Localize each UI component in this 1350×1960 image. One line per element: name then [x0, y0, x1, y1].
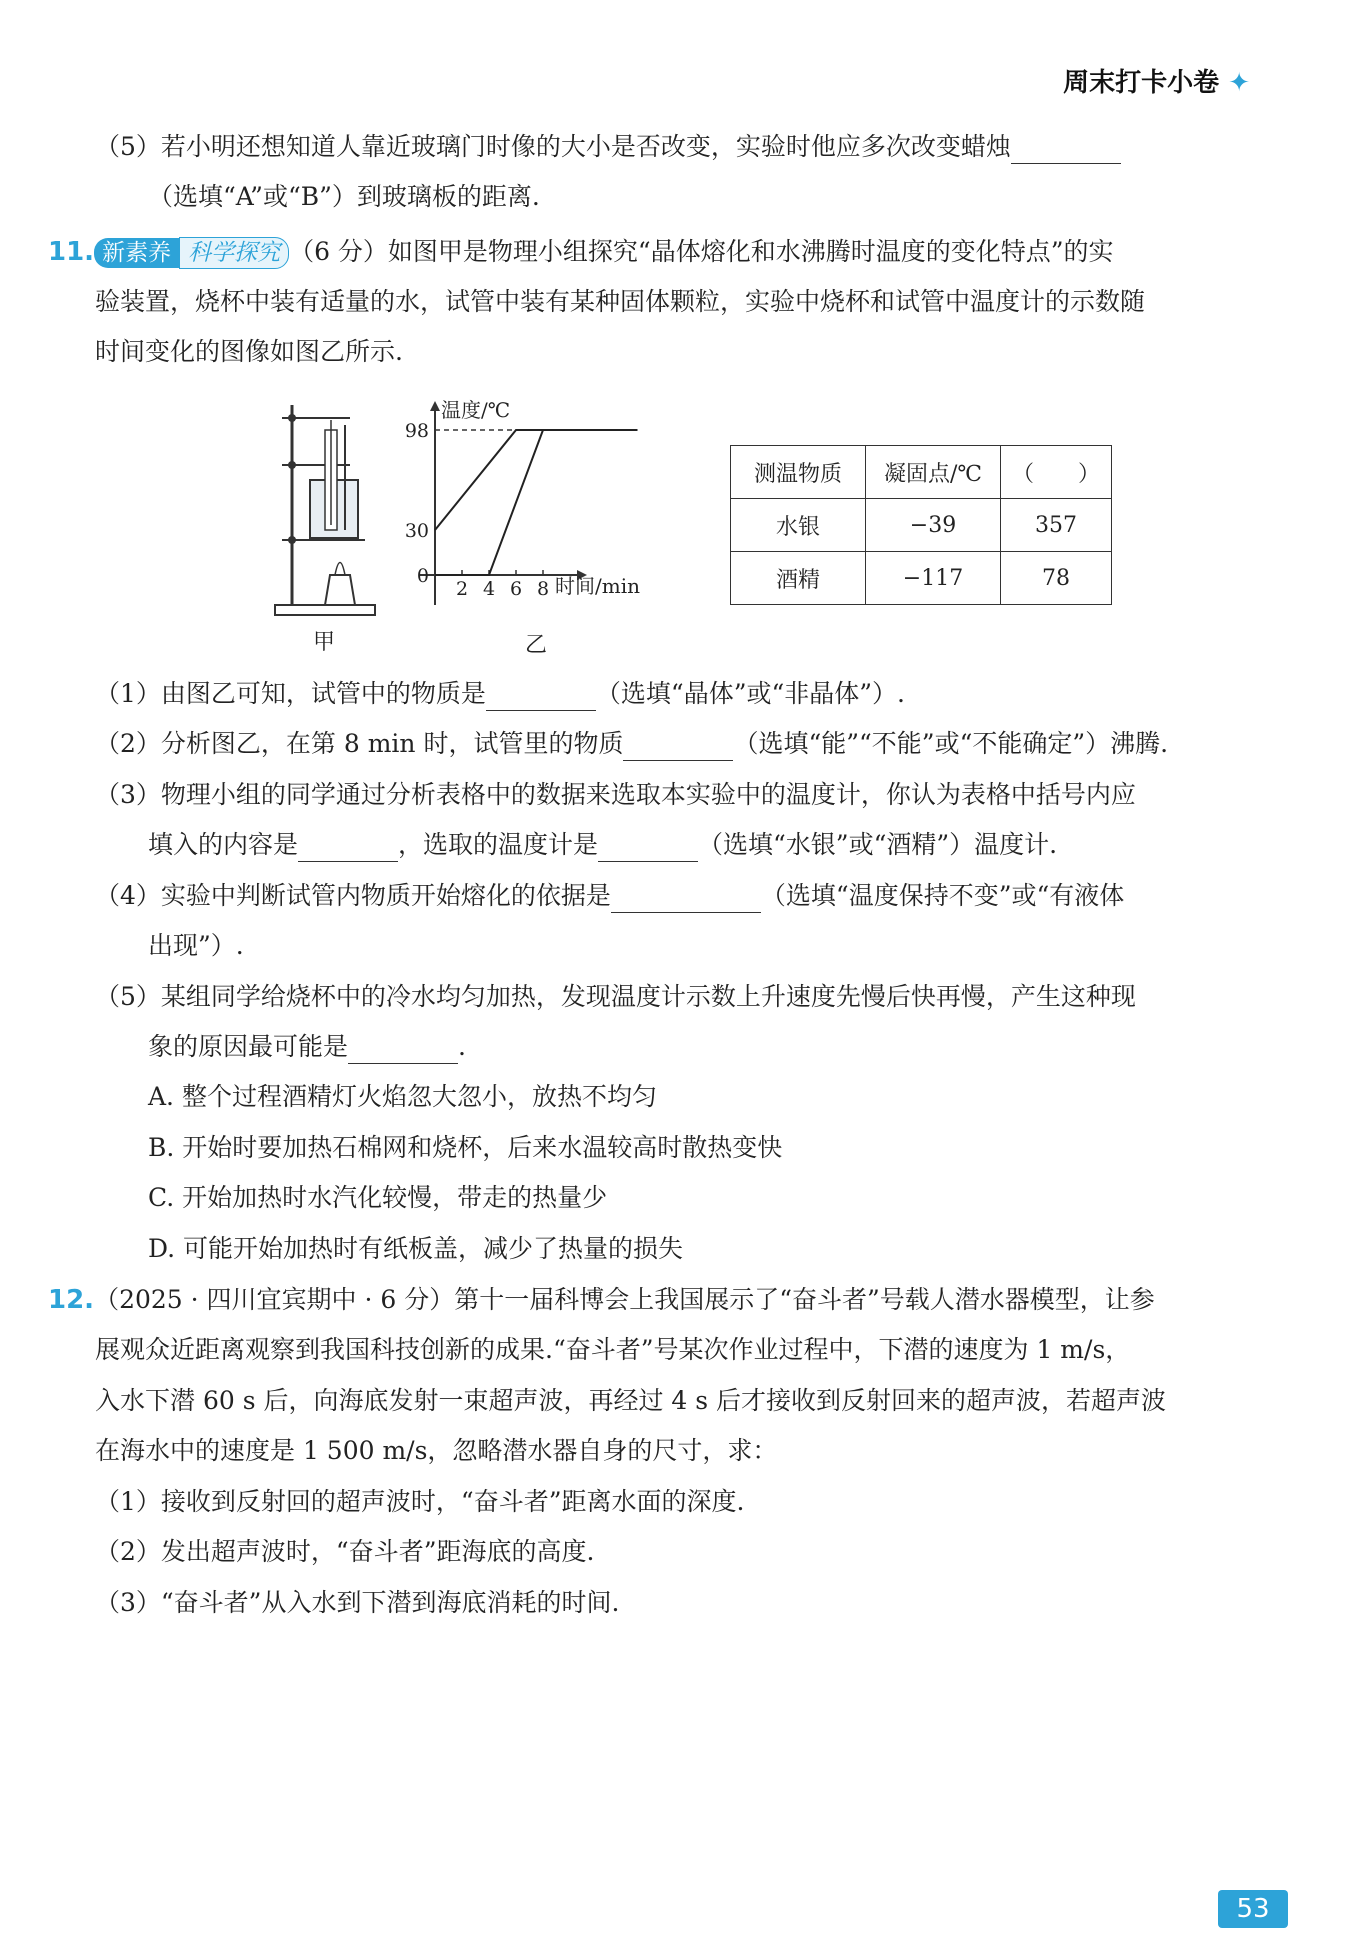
q11-p2: （2）分析图乙，在第 8 min 时，试管里的物质 （选填“能”“不能”或“不能确定”）沸腾.: [95, 727, 1168, 761]
y-axis-label: 温度/℃: [441, 398, 511, 422]
figure-caption-jia: 甲: [313, 630, 336, 655]
x-axis-label: 时间/min: [555, 574, 640, 598]
figure-caption-yi: 乙: [525, 633, 548, 658]
q11-p5-line1: （5）某组同学给烧杯中的冷水均匀加热，发现温度计示数上升速度先慢后快再慢，产生这种现: [95, 982, 1136, 1011]
answer-blank[interactable]: [348, 1037, 458, 1064]
q11-p5-line2: 象的原因最可能是 .: [148, 1030, 466, 1064]
x-tick-label: 4: [482, 578, 496, 600]
option-a[interactable]: A. 整个过程酒精灯火焰忽大忽小，放热不均匀: [148, 1082, 657, 1111]
answer-blank[interactable]: [298, 835, 398, 862]
series-line-substance: [435, 430, 638, 575]
answer-blank[interactable]: [598, 835, 698, 862]
table-header-cell: 测温物质: [731, 446, 866, 499]
option-d[interactable]: D. 可能开始加热时有纸板盖，减少了热量的损失: [148, 1234, 684, 1263]
table-cell: 357: [1001, 499, 1112, 552]
thermometer-table: [730, 445, 1112, 605]
table-row: [731, 499, 1112, 552]
q12-intro-line3: 入水下潜 60 s 后，向海底发射一束超声波，再经过 4 s 后才接收到反射回来的超声波，若超声波: [95, 1386, 1167, 1415]
q12-intro-line1: 12.（2025 · 四川宜宾期中 · 6 分）第十一届科博会上我国展示了“奋斗者”号载人潜水器模型，让参: [48, 1285, 1155, 1315]
q11-p1: （1）由图乙可知，试管中的物质是 （选填“晶体”或“非晶体”）.: [95, 677, 905, 711]
table-cell: 78: [1001, 552, 1112, 605]
answer-blank[interactable]: [486, 684, 596, 711]
q11-intro-line2: 验装置，烧杯中装有适量的水，试管中装有某种固体颗粒，实验中烧杯和试管中温度计的示数随: [95, 287, 1146, 316]
q12-intro-line2: 展观众近距离观察到我国科技创新的成果.“奋斗者”号某次作业过程中，下潜的速度为 1 m/s，: [95, 1335, 1131, 1364]
table-header-cell: （ ）: [1001, 446, 1112, 499]
table-cell: −39: [866, 499, 1001, 552]
sparkle-icon: ✦: [1228, 68, 1250, 98]
badge-new-literacy: 新素养: [94, 238, 179, 268]
answer-blank[interactable]: [623, 734, 733, 761]
answer-blank[interactable]: [1011, 137, 1121, 164]
q12-p3: （3）“奋斗者”从入水到下潜到海底消耗的时间.: [95, 1588, 620, 1617]
q11-p4-line2: 出现”）.: [148, 931, 244, 960]
page-number: 53: [1218, 1890, 1288, 1928]
x-tick-label: 2: [455, 578, 469, 600]
q11-intro-line1: 11. 新素养 科学探究 （6 分）如图甲是物理小组探究“晶体熔化和水沸腾时温度的变化特点”的实: [48, 237, 1114, 267]
answer-blank[interactable]: [611, 886, 761, 913]
apparatus-figure: [270, 400, 380, 620]
q12-p1: （1）接收到反射回的超声波时，“奋斗者”距离水面的深度.: [95, 1487, 745, 1516]
temperature-time-chart: [395, 395, 685, 620]
q11-intro-line3: 时间变化的图像如图乙所示.: [95, 337, 403, 366]
y-tick-label: 98: [404, 420, 429, 442]
q12-p2: （2）发出超声波时，“奋斗者”距海底的高度.: [95, 1537, 595, 1566]
question-number: 11.: [48, 237, 95, 267]
table-header-cell: 凝固点/℃: [866, 446, 1001, 499]
q11-p3-line2: 填入的内容是 ，选取的温度计是 （选填“水银”或“酒精”）温度计.: [148, 828, 1057, 862]
table-cell: −117: [866, 552, 1001, 605]
q10-p5-line1: （5）若小明还想知道人靠近玻璃门时像的大小是否改变，实验时他应多次改变蜡烛: [95, 130, 1121, 164]
header-title: 周末打卡小卷 ✦: [1063, 68, 1250, 98]
question-number: 12.: [48, 1285, 95, 1315]
series-line-water: [435, 430, 638, 530]
option-b[interactable]: B. 开始时要加热石棉网和烧杯，后来水温较高时散热变快: [148, 1133, 783, 1162]
q10-p5-line2: （选填“A”或“B”）到玻璃板的距离.: [148, 182, 540, 211]
q11-p3-line1: （3）物理小组的同学通过分析表格中的数据来选取本实验中的温度计，你认为表格中括号内应: [95, 780, 1136, 809]
x-tick-label: 8: [536, 578, 550, 600]
table-row: [731, 552, 1112, 605]
y-tick-label: 30: [404, 520, 429, 542]
badge-science-inquiry: 科学探究: [179, 237, 289, 269]
table-header-row: [731, 446, 1112, 499]
q12-intro-line4: 在海水中的速度是 1 500 m/s，忽略潜水器自身的尺寸，求：: [95, 1436, 778, 1465]
table-cell: 酒精: [731, 552, 866, 605]
q11-p4-line1: （4）实验中判断试管内物质开始熔化的依据是 （选填“温度保持不变”或“有液体: [95, 879, 1124, 913]
y-tick-label: 0: [416, 565, 429, 587]
y-axis-arrow: [430, 401, 440, 411]
x-tick-label: 6: [509, 578, 523, 600]
option-c[interactable]: C. 开始加热时水汽化较慢，带走的热量少: [148, 1183, 608, 1212]
table-cell: 水银: [731, 499, 866, 552]
